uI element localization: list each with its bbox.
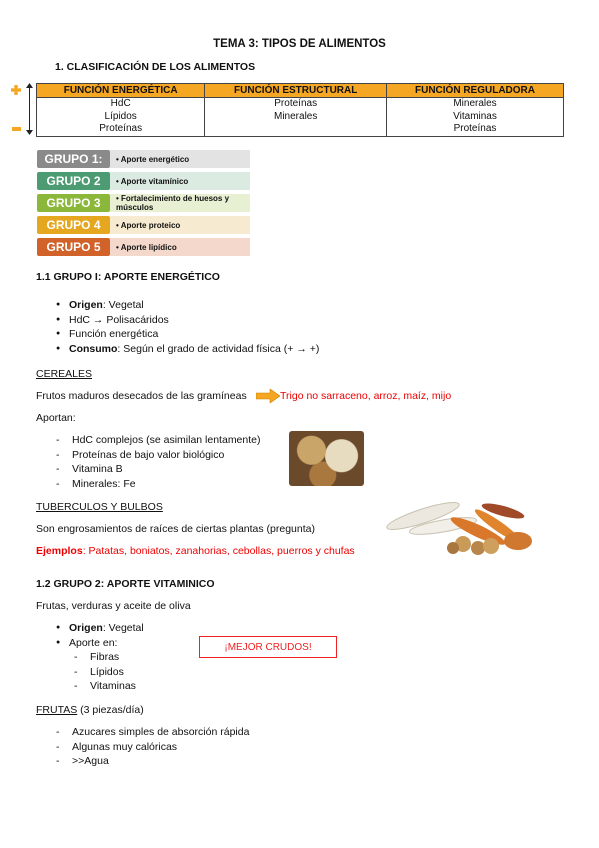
subheading-cereales: CEREALES — [36, 368, 93, 380]
group1-list — [36, 298, 319, 356]
food-group-row — [37, 172, 250, 190]
aporte-sublist — [36, 650, 136, 694]
frutas-heading — [36, 704, 144, 716]
vegetables-image — [383, 486, 537, 558]
list-item: - Vitaminas — [36, 679, 136, 694]
minus-icon — [12, 127, 21, 131]
list-item: - Vitamina B — [36, 462, 261, 477]
food-group-label: GRUPO 4 — [37, 216, 110, 234]
list-item: - >>Agua — [36, 754, 249, 769]
table-cell: HdC — [37, 98, 205, 111]
functions-table — [36, 83, 564, 137]
food-group-label: GRUPO 3 — [37, 194, 110, 212]
food-group-desc: • Aporte energético — [110, 150, 250, 168]
list-item: - HdC complejos (se asimilan lentamente) — [36, 433, 261, 448]
mejor-crudos-note: ¡MEJOR CRUDOS! — [199, 636, 337, 658]
aportan-label: Aportan: — [36, 412, 76, 424]
food-group-desc: • Aporte lipídico — [110, 238, 250, 256]
table-cell: Minerales — [205, 111, 387, 124]
food-group-row — [37, 238, 250, 256]
double-arrow-icon — [25, 83, 34, 135]
table-cell: Proteínas — [37, 123, 205, 136]
list-item: - Lípidos — [36, 665, 136, 680]
list-item: - Proteínas de bajo valor biológico — [36, 448, 261, 463]
table-row — [37, 123, 564, 136]
food-group-desc: • Aporte proteico — [110, 216, 250, 234]
cereales-intro: Frutos maduros desecados de las gramíneas — [36, 390, 247, 402]
food-group-label: GRUPO 5 — [37, 238, 110, 256]
frutas-label: FRUTAS — [36, 704, 78, 716]
section-heading-group2: 1.2 GRUPO 2: APORTE VITAMINICO — [36, 578, 215, 590]
frutas-suffix: (3 piezas/día) — [77, 704, 144, 716]
item-value: : Según el grado de actividad física (+ → +) — [117, 342, 320, 355]
table-header: FUNCIÓN ESTRUCTURAL — [205, 84, 387, 98]
food-group-desc: • Aporte vitamínico — [110, 172, 250, 190]
food-group-desc: • Fortalecimiento de huesos y músculos — [110, 194, 250, 212]
table-row — [37, 98, 564, 111]
food-group-label: GRUPO 2 — [37, 172, 110, 190]
page-title: TEMA 3: TIPOS DE ALIMENTOS — [213, 38, 386, 50]
table-cell: Proteínas — [387, 123, 564, 136]
subheading-tuberculos: TUBERCULOS Y BULBOS — [36, 501, 163, 513]
frutas-list — [36, 725, 249, 769]
cereales-list — [36, 433, 261, 491]
food-group-row — [37, 216, 250, 234]
table-cell: Minerales — [387, 98, 564, 111]
bread-image — [289, 431, 364, 486]
list-item — [36, 342, 319, 357]
group2-intro: Frutas, verduras y aceite de oliva — [36, 600, 191, 612]
table-cell: Vitaminas — [387, 111, 564, 124]
food-group-row — [37, 194, 250, 212]
list-item: ● HdC → Polisacáridos — [36, 313, 319, 328]
cereales-examples: Trigo no sarraceno, arroz, maíz, mijo — [280, 390, 452, 402]
right-arrow-icon — [256, 389, 280, 403]
examples-value: : Patatas, boniatos, zanahorias, cebollas, puerros y chufas — [82, 545, 355, 557]
list-item: - Azucares simples de absorción rápida — [36, 725, 249, 740]
table-cell — [205, 123, 387, 136]
food-groups-graphic — [37, 150, 250, 260]
examples-label: Ejemplos — [36, 545, 83, 557]
table-header: FUNCIÓN REGULADORA — [387, 84, 564, 98]
food-group-row — [37, 150, 250, 168]
food-group-label: GRUPO 1: — [37, 150, 110, 168]
table-cell: Lípidos — [37, 111, 205, 124]
tuberculos-examples — [36, 545, 355, 557]
item-label: Consumo — [69, 342, 118, 355]
item-value: : Vegetal — [102, 622, 144, 634]
item-value: : Vegetal — [102, 299, 144, 311]
table-row — [37, 111, 564, 124]
list-item: - Fibras — [36, 650, 136, 665]
list-item: ● Función energética — [36, 327, 319, 342]
table-cell: Proteínas — [205, 98, 387, 111]
list-item: - Minerales: Fe — [36, 477, 261, 492]
item-label: Origen — [69, 299, 103, 311]
list-item — [36, 621, 144, 636]
group2-list — [36, 621, 144, 650]
tuberculos-desc: Son engrosamientos de raíces de ciertas plantas (pregunta) — [36, 523, 315, 535]
list-item — [36, 298, 319, 313]
section-heading-group1: 1.1 GRUPO I: APORTE ENERGÉTICO — [36, 271, 220, 283]
item-label: Origen — [69, 622, 103, 634]
table-header: FUNCIÓN ENERGÉTICA — [37, 84, 205, 98]
plus-icon — [11, 85, 21, 95]
list-item: ● Aporte en: — [36, 636, 144, 651]
section-heading-classification: 1. CLASIFICACIÓN DE LOS ALIMENTOS — [55, 61, 256, 73]
list-item: - Algunas muy calóricas — [36, 740, 249, 755]
